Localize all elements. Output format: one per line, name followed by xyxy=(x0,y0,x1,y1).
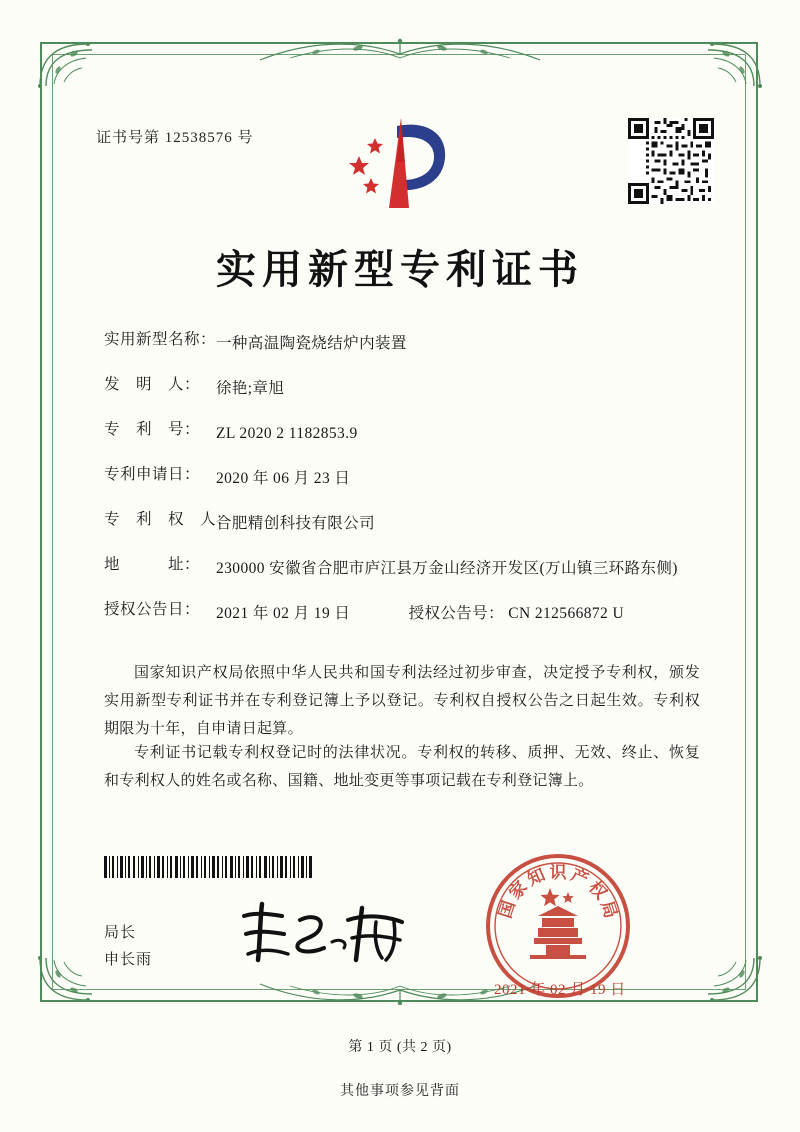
qr-code xyxy=(628,118,714,204)
field-row-grant-announcement xyxy=(104,602,704,626)
svg-text:国: 国 xyxy=(495,898,520,921)
barcode xyxy=(104,856,314,878)
director-block xyxy=(104,920,152,974)
field-row-application-date xyxy=(104,467,704,491)
grant-date-value: 2021 年 02 月 19 日 xyxy=(216,605,351,623)
field-label: 授权公告日： xyxy=(104,601,201,619)
paragraph-grant-statement: 国家知识产权局依照中华人民共和国专利法经过初步审查，决定授予专利权，颁发实用新型专利证书并在专利登记簿上予以登记。专利权自授权公告之日起生效。专利权期限为十年，自申请日起算。 xyxy=(104,665,700,737)
field-row-patentee xyxy=(104,512,704,536)
field-label: 地 址： xyxy=(104,556,201,574)
field-label: 实用新型名称： xyxy=(104,331,217,348)
field-label: 发 明 人： xyxy=(104,376,201,394)
svg-text:产: 产 xyxy=(567,864,592,891)
field-label: 专利申请日： xyxy=(104,466,201,484)
page-title: 实用新型专利证书 xyxy=(216,246,584,293)
handwritten-signature xyxy=(236,898,416,970)
patent-office-logo-icon xyxy=(335,112,465,220)
paragraph-registry-statement: 专利证书记载专利权登记时的法律状况。专利权的转移、质押、无效、终止、恢复和专利权人的姓名或名称、国籍、地址变更等事项记载在专利登记簿上。 xyxy=(104,745,700,789)
field-row-patent-number xyxy=(104,422,704,446)
page-indicator: 第 1 页 (共 2 页) xyxy=(348,1040,452,1055)
footnote: 其他事项参见背面 xyxy=(340,1084,460,1099)
field-row-inventor xyxy=(104,377,704,401)
field-row-address xyxy=(104,557,704,581)
svg-text:识: 识 xyxy=(549,863,567,883)
grant-number-label: 授权公告号： xyxy=(408,605,504,623)
field-value: 2020 年 06 月 23 日 xyxy=(216,470,351,488)
field-value: 230000 安徽省合肥市庐江县万金山经济开发区(万山镇三环路东侧) xyxy=(216,560,678,578)
svg-text:局: 局 xyxy=(596,898,621,921)
director-label: 局长 xyxy=(104,925,137,941)
svg-text:权: 权 xyxy=(584,877,611,904)
top-flourish-icon xyxy=(250,34,550,68)
certificate-number: 证书号第 12538576 号 xyxy=(96,130,254,146)
field-row-utility-model-name xyxy=(104,332,704,356)
field-label: 专 利 号： xyxy=(104,421,201,439)
field-list xyxy=(104,332,704,647)
director-name: 申长雨 xyxy=(104,952,153,968)
svg-text:家: 家 xyxy=(505,877,532,904)
field-value: 合肥精创科技有限公司 xyxy=(216,515,376,533)
svg-text:知: 知 xyxy=(524,864,549,891)
seal-date: 2021 年 02 月 19 日 xyxy=(494,982,626,998)
field-value: ZL 2020 2 1182853.9 xyxy=(216,425,358,443)
field-label: 专 利 权 人： xyxy=(104,511,233,529)
field-value: 徐艳;章旭 xyxy=(216,380,285,398)
grant-number-value: CN 212566872 U xyxy=(508,605,625,623)
field-value: 一种高温陶瓷烧结炉内装置 xyxy=(216,335,407,352)
